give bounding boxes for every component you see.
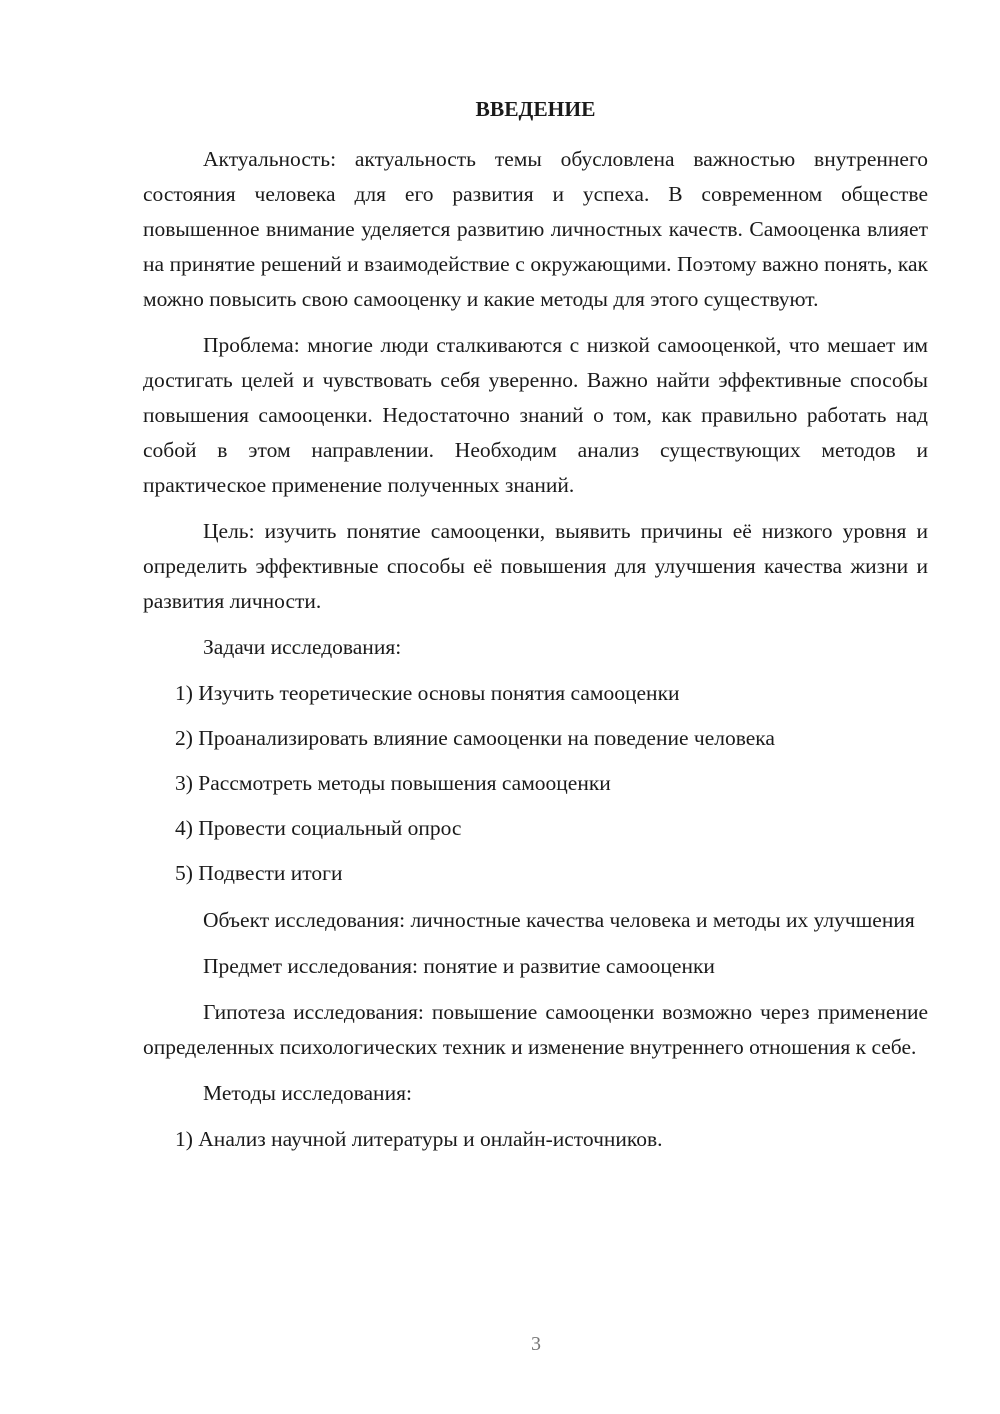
list-item: 2) Проанализировать влияние самооценки на поведение человека [175,726,775,750]
paragraph-object: Объект исследования: личностные качества человека и методы их улучшения [203,908,915,932]
section-title: ВВЕДЕНИЕ [475,97,596,121]
list-item: 3) Рассмотреть методы повышения самооценки [175,771,611,795]
paragraph-subject: Предмет исследования: понятие и развитие самооценки [203,954,715,978]
list-item: 4) Провести социальный опрос [175,816,462,840]
list-item: 1) Изучить теоретические основы понятия самооценки [175,681,680,705]
document-page [143,92,928,1157]
list-item: 1) Анализ научной литературы и онлайн-источников. [175,1127,663,1151]
paragraph-goal: Цель: изучить понятие самооценки, выявить причины её низкого уровня и определить эффективные способы её повышения для улучшения качества жизни и развития личности. [143,519,928,613]
paragraph-problem: Проблема: многие люди сталкиваются с низкой самооценкой, что мешает им достигать целей и чувствовать себя уверенно. Важно найти эффективные способы повышения самооценки. Недостаточно знаний о том, как правильно работать над собой в этом направлении. Необходим анализ существующих методов и практическое применение полученных знаний. [143,333,928,497]
page-number: 3 [531,1333,541,1355]
list-item: 5) Подвести итоги [175,861,343,885]
tasks-heading: Задачи исследования: [203,635,402,659]
paragraph-hypothesis: Гипотеза исследования: повышение самооценки возможно через применение определенных психологических техник и изменение внутреннего отношения к себе. [143,1000,928,1059]
methods-heading: Методы исследования: [203,1081,412,1105]
paragraph-relevance: Актуальность: актуальность темы обусловлена важностью внутреннего состояния человека для его развития и успеха. В современном обществе повышенное внимание уделяется развитию личностных качеств. Самооценка влияет на принятие решений и взаимодействие с окружающими. Поэтому важно понять, как можно повысить свою самооценку и какие методы для этого существуют. [143,147,928,311]
